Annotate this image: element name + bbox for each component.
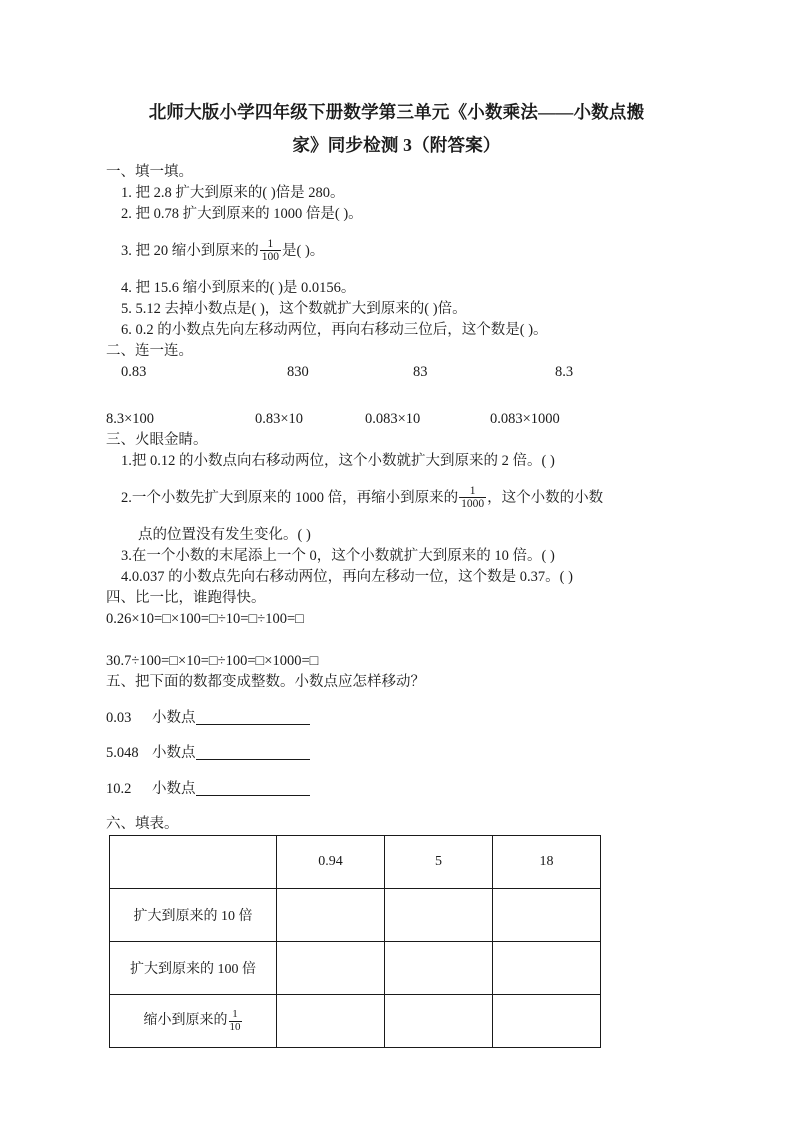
section-2-row-expressions <box>104 409 689 430</box>
spacer <box>104 630 689 651</box>
decimal-value: 5.048 <box>106 745 139 762</box>
table-row-label-with-fraction <box>110 995 277 1048</box>
page-title-line-2: 家》同步检测 3（附答案） <box>292 135 501 155</box>
table-header-cell-1: 0.94 <box>277 836 385 889</box>
page-title-line-1: 北师大版小学四年级下册数学第三单元《小数乘法——小数点搬 <box>148 102 645 122</box>
item-text: 把 2.8 扩大到原来的( )倍是 280。 <box>135 185 345 201</box>
section-1-item-6 <box>104 320 689 341</box>
table-header-cell-3: 18 <box>493 836 601 889</box>
item-number: 6. <box>121 322 132 339</box>
spacer <box>104 264 689 278</box>
row-label: 小数点 <box>152 745 196 762</box>
decimal-value: 0.03 <box>106 709 132 726</box>
section-5-row-1 <box>104 708 689 729</box>
fraction-denominator: 10 <box>229 1020 241 1033</box>
item-number: 2. <box>121 206 132 222</box>
item-text: 把 0.78 扩大到原来的 1000 倍是( )。 <box>135 206 363 222</box>
match-value-4: 8.3 <box>555 364 574 381</box>
row-label: 小数点 <box>152 780 196 797</box>
table-answer-cell[interactable] <box>385 942 493 995</box>
item-number: 1. <box>121 185 132 201</box>
table-answer-cell[interactable] <box>277 889 385 942</box>
match-expression-4: 0.083×1000 <box>490 411 560 428</box>
table-header-cell-2: 5 <box>385 836 493 889</box>
spacer <box>104 511 689 525</box>
item-text: 在一个小数的末尾添上一个 0，这个小数就扩大到原来的 10 倍。( ) <box>131 548 555 565</box>
section-1-item-1 <box>104 183 689 204</box>
fraction-numerator: 1 <box>469 484 476 497</box>
match-expression-3: 0.083×10 <box>365 411 421 428</box>
answer-blank[interactable] <box>196 780 310 796</box>
match-value-1: 0.83 <box>121 364 147 381</box>
decimal-value: 10.2 <box>106 780 132 797</box>
section-1-item-4 <box>104 278 689 299</box>
item-text: 把 15.6 缩小到原来的( )是 0.0156。 <box>135 280 356 297</box>
table-row-label: 扩大到原来的 100 倍 <box>110 942 277 995</box>
item-text-after-fraction: ，这个小数的小数 <box>487 490 604 507</box>
match-expression-2: 0.83×10 <box>255 411 304 428</box>
table-header-row <box>110 836 601 889</box>
section-4-heading: 四、比一比，谁跑得快。 <box>106 590 266 607</box>
row-label-text: 缩小到原来的 <box>143 1013 228 1029</box>
table-corner-cell <box>110 836 277 889</box>
item-text-before-fraction: 把 20 缩小到原来的 <box>135 243 259 260</box>
fraction-one-hundredth <box>260 238 281 263</box>
section-1-item-3 <box>104 239 689 264</box>
table-answer-cell[interactable] <box>277 995 385 1048</box>
table-answer-cell[interactable] <box>385 995 493 1048</box>
item-text-after-fraction: 是( )。 <box>282 243 325 260</box>
table-answer-cell[interactable] <box>493 995 601 1048</box>
section-3-item-4 <box>104 567 689 588</box>
table-answer-cell[interactable] <box>277 942 385 995</box>
table-row <box>110 889 601 942</box>
table-answer-cell[interactable] <box>493 942 601 995</box>
item-number: 1. <box>121 453 132 470</box>
item-number: 4. <box>121 280 132 297</box>
table-row <box>110 942 601 995</box>
item-number: 5. <box>121 301 132 318</box>
section-2-heading: 二、连一连。 <box>106 343 193 360</box>
section-5-heading: 五、把下面的数都变成整数。小数点应怎样移动？ <box>106 674 425 691</box>
fill-table <box>109 835 601 1048</box>
item-text-before-fraction: 一个小数先扩大到原来的 1000 倍，再缩小到原来的 <box>131 490 459 507</box>
section-5-row-2 <box>104 743 689 764</box>
fraction-numerator: 1 <box>267 237 274 250</box>
match-value-2: 830 <box>287 364 309 381</box>
section-1-item-5 <box>104 299 689 320</box>
section-4-equation-2: 30.7÷100=□×10=□÷100=□×1000=□ <box>106 653 319 670</box>
item-number: 3. <box>121 548 132 565</box>
item-number: 3. <box>121 243 132 260</box>
table-answer-cell[interactable] <box>385 889 493 942</box>
item-number: 4. <box>121 569 132 586</box>
section-4-equation-1: 0.26×10=□×100=□÷10=□÷100=□ <box>106 611 304 628</box>
item-text: 0.037 的小数点先向右移动两位，再向左移动一位，这个数是 0.37。( ) <box>131 569 573 586</box>
fraction-one-tenth <box>229 1009 242 1033</box>
section-1-item-2 <box>104 204 689 225</box>
fraction-denominator: 100 <box>261 250 279 263</box>
answer-blank[interactable] <box>196 709 310 725</box>
match-expression-1: 8.3×100 <box>106 411 155 428</box>
section-3-item-2 <box>104 486 689 511</box>
row-label: 小数点 <box>152 709 196 726</box>
page-title <box>104 0 689 162</box>
table-answer-cell[interactable] <box>493 889 601 942</box>
section-3-item-3 <box>104 546 689 567</box>
answer-blank[interactable] <box>196 744 310 760</box>
fraction-numerator: 1 <box>232 1008 238 1021</box>
section-3-item-1 <box>104 451 689 472</box>
item-text: 0.2 的小数点先向左移动两位，再向右移动三位后，这个数是( )。 <box>135 322 548 339</box>
spacer <box>104 472 689 486</box>
section-6-heading: 六、填表。 <box>106 816 179 833</box>
section-3-item-2-continuation: 点的位置没有发生变化。( ) <box>138 527 311 544</box>
spacer <box>104 383 689 409</box>
section-3-heading: 三、火眼金睛。 <box>106 432 208 449</box>
section-5-row-3 <box>104 779 689 800</box>
section-1-heading: 一、填一填。 <box>106 164 193 180</box>
item-text: 把 0.12 的小数点向右移动两位，这个小数就扩大到原来的 2 倍。( ) <box>131 453 555 470</box>
fraction-denominator: 1000 <box>461 497 485 510</box>
spacer <box>104 225 689 239</box>
table-row <box>110 995 601 1048</box>
fraction-one-thousandth <box>459 485 486 510</box>
item-text: 5.12 去掉小数点是( )，这个数就扩大到原来的( )倍。 <box>135 301 467 318</box>
table-row-label: 扩大到原来的 10 倍 <box>110 889 277 942</box>
fill-table-wrapper <box>104 835 689 1048</box>
item-number: 2. <box>121 490 132 507</box>
match-value-3: 83 <box>413 364 428 381</box>
section-2-row-values <box>104 362 689 383</box>
